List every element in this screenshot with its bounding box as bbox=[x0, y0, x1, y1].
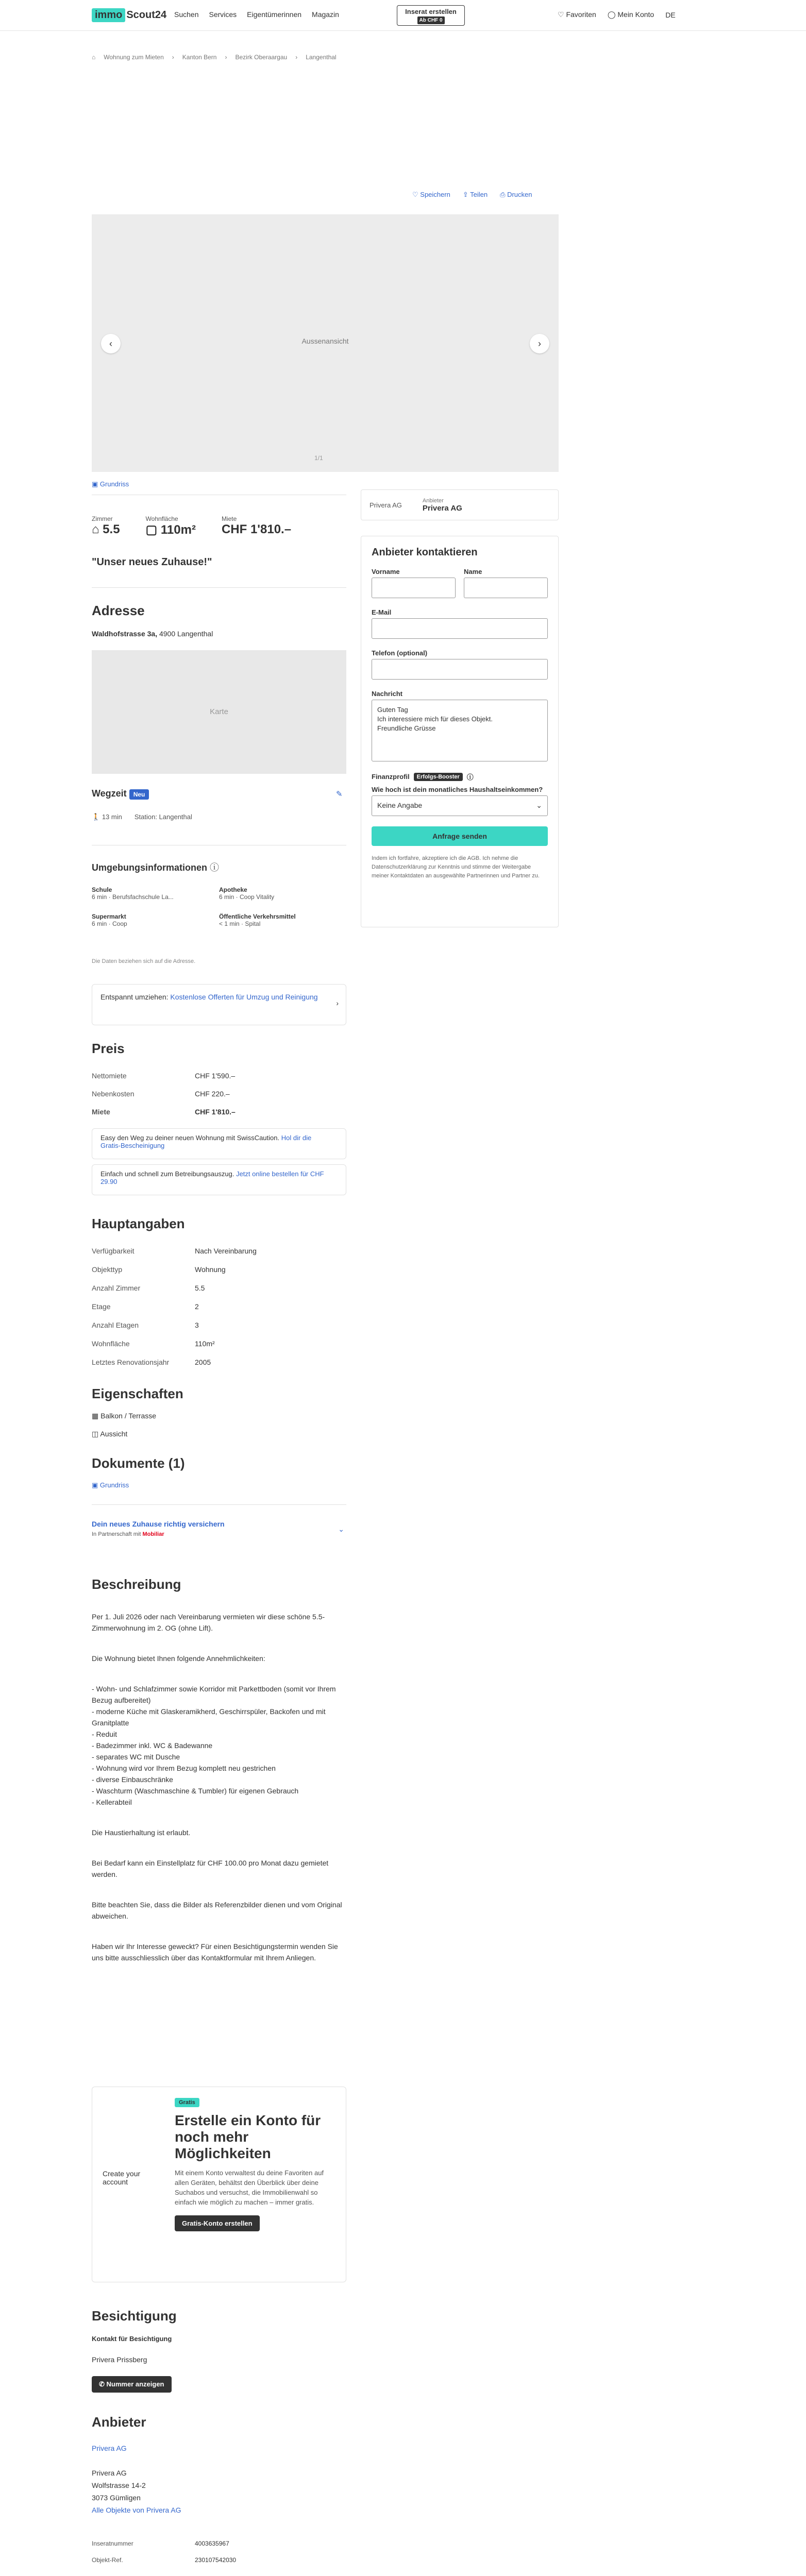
info-row: Anzahl Zimmer 5.5 bbox=[92, 1284, 205, 1292]
first-name-input[interactable] bbox=[372, 578, 456, 598]
info-row: Etage 2 bbox=[92, 1302, 199, 1311]
phone-input[interactable] bbox=[372, 659, 548, 680]
price-row: Nettomiete CHF 1'590.– bbox=[92, 1072, 236, 1080]
provider-title: Anbieter bbox=[92, 2414, 146, 2430]
surrounding-item: Apotheke 6 min · Coop Vitality bbox=[219, 886, 275, 901]
features-title: Eigenschaften bbox=[92, 1386, 183, 1401]
breadcrumb-item[interactable]: Langenthal bbox=[306, 54, 337, 61]
provider-name-link[interactable]: Privera AG bbox=[92, 2444, 127, 2452]
print-button[interactable]: ⎙ Drucken bbox=[500, 191, 532, 198]
breadcrumb-item[interactable]: Wohnung zum Mieten bbox=[104, 54, 164, 61]
info-icon[interactable]: ⓘ bbox=[466, 773, 474, 781]
viewing-contact-name: Privera Prissberg bbox=[92, 2355, 147, 2364]
surrounding-item: Öffentliche Verkehrsmittel < 1 min · Spital bbox=[219, 913, 296, 927]
caution-card[interactable]: Easy den Weg zu deiner neuen Wohnung mit SwissCaution. Hol dir die Gratis-Bescheinigung bbox=[92, 1128, 346, 1159]
home-icon[interactable]: ⌂ bbox=[92, 54, 96, 61]
main-nav bbox=[174, 10, 339, 19]
breadcrumb-item[interactable]: Bezirk Oberaargau bbox=[235, 54, 288, 61]
info-row: Letztes Renovationsjahr 2005 bbox=[92, 1358, 211, 1366]
edit-icon[interactable]: ✎ bbox=[336, 790, 343, 799]
relocation-link[interactable]: Kostenlose Offerten für Umzug und Reinigung bbox=[170, 993, 318, 1001]
promo-title: Erstelle ein Konto für noch mehr Möglichkeiten bbox=[175, 2112, 321, 2161]
object-ref-row: Objekt-Ref. 230107542030 bbox=[92, 2556, 237, 2564]
create-account-button[interactable]: Gratis-Konto erstellen bbox=[175, 2215, 260, 2231]
gallery-placeholder: Aussenansicht bbox=[301, 337, 349, 345]
listing-number-row: Inseratnummer 4003635967 bbox=[92, 2540, 229, 2547]
price-row: Nebenkosten CHF 220.– bbox=[92, 1090, 230, 1098]
route-info: 🚶 13 min Station: Langenthal bbox=[92, 813, 192, 821]
breadcrumb-item[interactable]: Kanton Bern bbox=[182, 54, 217, 61]
surrounding-item: Supermarkt 6 min · Coop bbox=[92, 913, 127, 927]
surroundings-title: Umgebungsinformationen ⓘ bbox=[92, 862, 220, 873]
map[interactable]: Karte bbox=[92, 650, 346, 774]
area-value: ▢ 110m² bbox=[145, 523, 196, 537]
image-gallery[interactable] bbox=[92, 214, 559, 472]
account-promo: Create your account Gratis Erstelle ein Konto für noch mehr Möglichkeiten Mit einem Konto verwaltest du deine Favoriten auf allen Geräten, behältst den Überblick über deine Suchabos und versuchst, die Immobilienwahl so einfach wie möglich zu machen – immer gratis. Gratis-Konto erstellen bbox=[92, 2087, 346, 2282]
logo[interactable]: immo Scout24 bbox=[92, 8, 166, 22]
surroundings-note: Die Daten beziehen sich auf die Adresse. bbox=[92, 958, 196, 964]
documents-title: Dokumente (1) bbox=[92, 1455, 185, 1471]
info-row: Anzahl Etagen 3 bbox=[92, 1321, 199, 1329]
account-link[interactable]: ◯ Mein Konto bbox=[607, 10, 654, 19]
last-name-input[interactable] bbox=[464, 578, 548, 598]
chevron-down-icon: ⌄ bbox=[536, 801, 542, 809]
nav-services[interactable]: Services bbox=[209, 10, 237, 19]
price-row: Miete CHF 1'810.– bbox=[92, 1108, 236, 1116]
info-row: Wohnfläche 110m² bbox=[92, 1340, 215, 1348]
nav-magazine[interactable]: Magazin bbox=[312, 10, 339, 19]
description-title: Beschreibung bbox=[92, 1577, 181, 1592]
show-number-button[interactable]: ✆ Nummer anzeigen bbox=[92, 2376, 172, 2393]
next-image-button[interactable]: › bbox=[530, 334, 549, 353]
language-select[interactable]: DE bbox=[665, 10, 676, 19]
site-header bbox=[0, 0, 806, 31]
debt-record-card[interactable]: Einfach und schnell zum Betreibungsauszug. Jetzt online bestellen für CHF 29.90 bbox=[92, 1164, 346, 1195]
prev-image-button[interactable]: ‹ bbox=[101, 334, 121, 353]
all-listings-link[interactable]: Alle Objekte von Privera AG bbox=[92, 2506, 181, 2514]
info-row: Verfügbarkeit Nach Vereinbarung bbox=[92, 1247, 257, 1255]
listing-actions bbox=[412, 191, 532, 199]
feature-item: ◫ Aussicht bbox=[92, 1430, 128, 1438]
listing-tagline: "Unser neues Zuhause!" bbox=[92, 556, 212, 568]
route-title: Wegzeit Neu bbox=[92, 788, 149, 800]
feature-item: ▦ Balkon / Terrasse bbox=[92, 1412, 157, 1420]
image-counter: 1/1 bbox=[314, 454, 323, 462]
rent-value: CHF 1'810.– bbox=[221, 522, 292, 536]
relocation-card[interactable]: Entspannt umziehen: Kostenlose Offerten für Umzug und Reinigung › bbox=[92, 984, 346, 1025]
surroundings-grid bbox=[92, 886, 346, 927]
viewing-title: Besichtigung bbox=[92, 2308, 177, 2324]
share-button[interactable]: ⇪ Teilen bbox=[462, 191, 488, 198]
provider-info: Privera AG Privera AG Wolfstrasse 14-2 3073 Gümligen Alle Objekte von Privera AG bbox=[92, 2444, 181, 2514]
address-title: Adresse bbox=[92, 603, 145, 618]
provider-card: Privera AG Anbieter Privera AG bbox=[361, 489, 559, 520]
price-title: Preis bbox=[92, 1041, 125, 1056]
insurance-box[interactable]: Dein neues Zuhause richtig versichern In Partnerschaft mit Mobiliar ⌄ bbox=[92, 1520, 344, 1537]
nav-owners[interactable]: Eigentümerinnen bbox=[247, 10, 302, 19]
email-input[interactable] bbox=[372, 618, 548, 639]
info-row: Objekttyp Wohnung bbox=[92, 1265, 226, 1274]
save-button[interactable]: ♡ Speichern bbox=[412, 191, 450, 198]
surrounding-item: Schule 6 min · Berufsfachschule La... bbox=[92, 886, 174, 901]
create-listing-button[interactable]: Inserat erstellen Ab CHF 0 bbox=[397, 5, 465, 26]
description-body: Per 1. Juli 2026 oder nach Vereinbarung vermieten wir diese schöne 5.5-Zimmerwohnung im 2. OG (ohne Lift). Die Wohnung bietet Ihnen folgende Annehmlichkeiten: - Wohn- und Schlafzimmer sowie Korridor mit Parkettboden (somit vor Ihrem Bezug aufbereitet) - moderne Küche mit Glaskeramikherd, Geschirrspüler, Backofen und mit Granitplatte - Reduit - Badezimmer inkl. WC & Badewanne - separates WC mit Dusche - Wohnung wird vor Ihrem Bezug komplett neu gestrichen - diverse Einbauschränke - Waschturm (Waschmaschine & Tumbler) für eigenen Gebrauch - Kellerabteil Die Haustierhaltung ist erlaubt. Bei Bedarf kann ein Einstellplatz für CHF 100.00 pro Monat dazu gemietet werden. Bitte beachten Sie, dass die Bilder als Referenzbilder dienen und vom Original abweichen. Haben wir Ihr Interesse geweckt? Für einen Besichtigungstermin wenden Sie uns bitte ausschliesslich über das Kontaktformular mit Ihrem Anliegen. bbox=[92, 1613, 342, 1962]
message-textarea[interactable]: Guten Tag Ich interessiere mich für dieses Objekt. Freundliche Grüsse bbox=[372, 700, 548, 761]
send-request-button[interactable]: Anfrage senden bbox=[372, 826, 548, 846]
key-facts: Zimmer ⌂ 5.5 Wohnfläche ▢ 110m² Miete CHF 1'810.– bbox=[92, 515, 292, 537]
breadcrumb: ⌂ Wohnung zum Mieten › Kanton Bern › Bezirk Oberaargau › Langenthal bbox=[92, 54, 337, 61]
chevron-right-icon: › bbox=[336, 999, 339, 1007]
address-text: Waldhofstrasse 3a, 4900 Langenthal bbox=[92, 630, 213, 638]
document-link[interactable]: ▣ Grundriss bbox=[92, 1481, 129, 1489]
income-select[interactable]: Keine Angabe ⌄ bbox=[372, 795, 548, 816]
floorplan-link[interactable]: ▣ Grundriss bbox=[92, 480, 129, 488]
favorites-link[interactable]: ♡ Favoriten bbox=[558, 10, 596, 19]
chevron-down-icon: ⌄ bbox=[338, 1525, 344, 1533]
rooms-value: ⌂ 5.5 bbox=[92, 522, 120, 536]
contact-form: Anbieter kontaktieren Vorname Name E-Mail Telefon (optional) Nachricht Guten Tag Ich interessiere mich für dieses Objekt. Freundliche Grüsse Finanzprofil Erfolgs-Booster ⓘ Wie hoch ist dein monatliches Haushaltseinkommen? Keine Angabe ⌄ Anfrage senden Indem ich fortfahre, akzeptiere ich die AGB. Ich nehme die Datenschutzerklärung zur Kenntnis und stimme der Weitergabe meiner Kontaktdaten an ausgewählte Partnerinnen und Partner zu. bbox=[361, 536, 559, 927]
nav-search[interactable]: Suchen bbox=[174, 10, 199, 19]
info-icon[interactable]: ⓘ bbox=[210, 862, 220, 873]
main-info-title: Hauptangaben bbox=[92, 1216, 185, 1231]
walk-icon: 🚶 13 min bbox=[92, 813, 122, 821]
